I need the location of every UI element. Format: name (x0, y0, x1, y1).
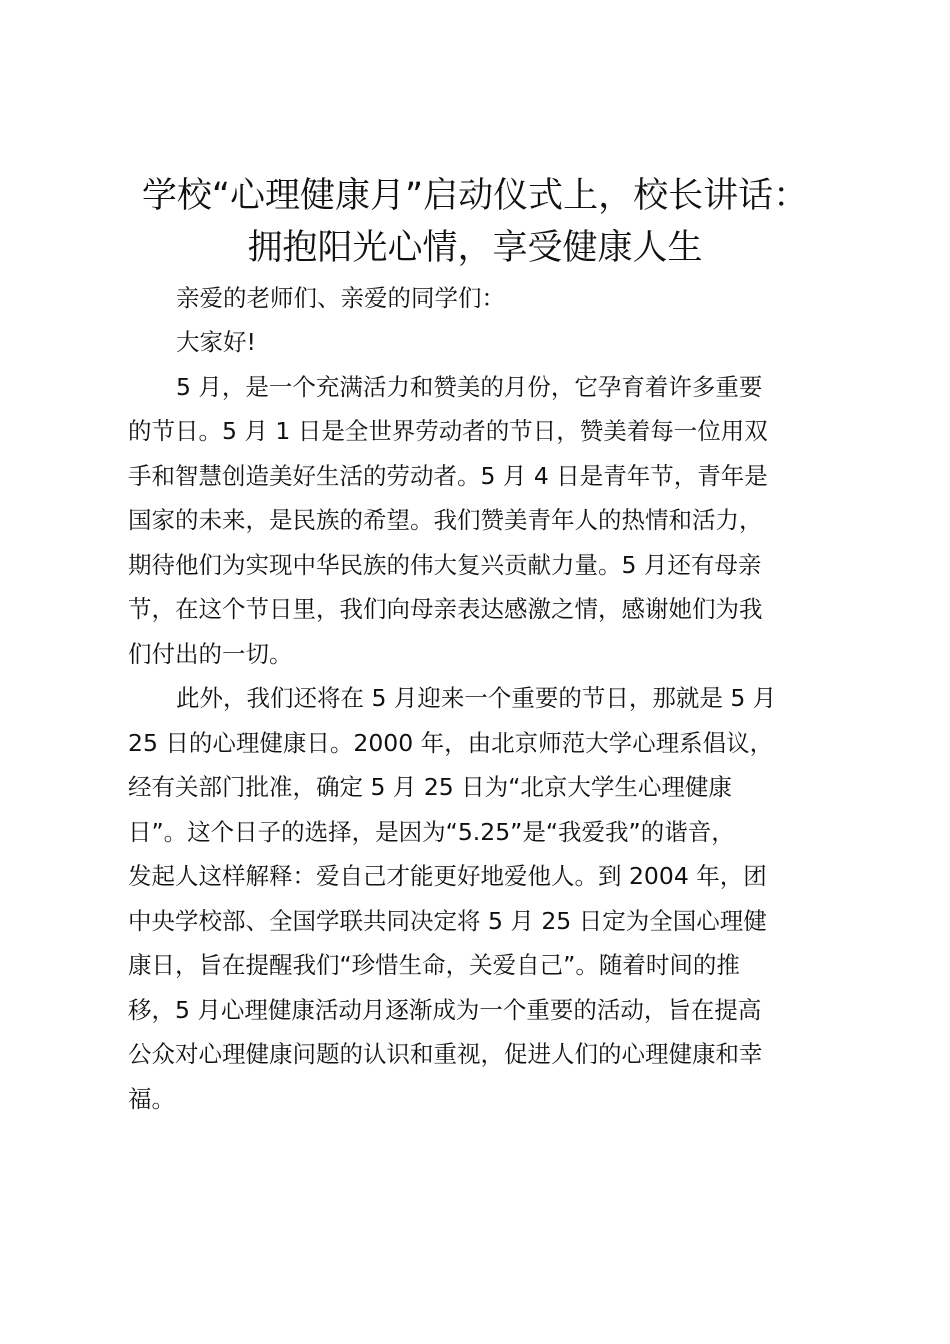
paragraph-2-line-10: 福。 (128, 1085, 175, 1113)
paragraph-2-line-5: 发起人这样解释：爱自己才能更好地爱他人。到 2004 年，团 (128, 862, 767, 890)
paragraph-2-line-2: 25 日的心理健康日。2000 年，由北京师范大学心理系倡议， (128, 729, 774, 757)
salutation-line: 亲爱的老师们、亲爱的同学们： (176, 284, 505, 312)
paragraph-1-line-3: 手和智慧创造美好生活的劳动者。5 月 4 日是青年节，青年是 (128, 462, 768, 490)
document-title-line-1: 学校“心理健康月”启动仪式上，校长讲话： (141, 176, 809, 216)
paragraph-2-line-7: 康日，旨在提醒我们“珍惜生命，关爱自己”。随着时间的推 (128, 951, 740, 979)
paragraph-2-line-3: 经有关部门批准，确定 5 月 25 日为“北京大学生心理健康 (128, 773, 732, 801)
document-title-line-2: 拥抱阳光心情，享受健康人生 (247, 228, 703, 268)
paragraph-1-line-7: 们付出的一切。 (128, 640, 293, 668)
paragraph-1-line-2: 的节日。5 月 1 日是全世界劳动者的节日，赞美着每一位用双 (128, 417, 768, 445)
paragraph-1-line-5: 期待他们为实现中华民族的伟大复兴贡献力量。5 月还有母亲 (128, 551, 762, 579)
paragraph-2-line-6: 中央学校部、全国学联共同决定将 5 月 25 日定为全国心理健 (128, 907, 767, 935)
paragraph-1-line-6: 节，在这个节日里，我们向母亲表达感激之情，感谢她们为我 (128, 595, 763, 623)
paragraph-1-line-4: 国家的未来，是民族的希望。我们赞美青年人的热情和活力， (128, 506, 763, 534)
paragraph-2-line-8: 移，5 月心理健康活动月逐渐成为一个重要的活动，旨在提高 (128, 996, 762, 1024)
paragraph-2-line-4: 日”。这个日子的选择，是因为“5.25”是“我爱我”的谐音， (128, 818, 735, 846)
paragraph-2-line-1: 此外，我们还将在 5 月迎来一个重要的节日，那就是 5 月 (176, 684, 777, 712)
greeting-line: 大家好! (176, 328, 256, 356)
paragraph-2-line-9: 公众对心理健康问题的认识和重视，促进人们的心理健康和幸 (128, 1040, 763, 1068)
paragraph-1-line-1: 5 月，是一个充满活力和赞美的月份，它孕育着许多重要 (176, 373, 763, 401)
